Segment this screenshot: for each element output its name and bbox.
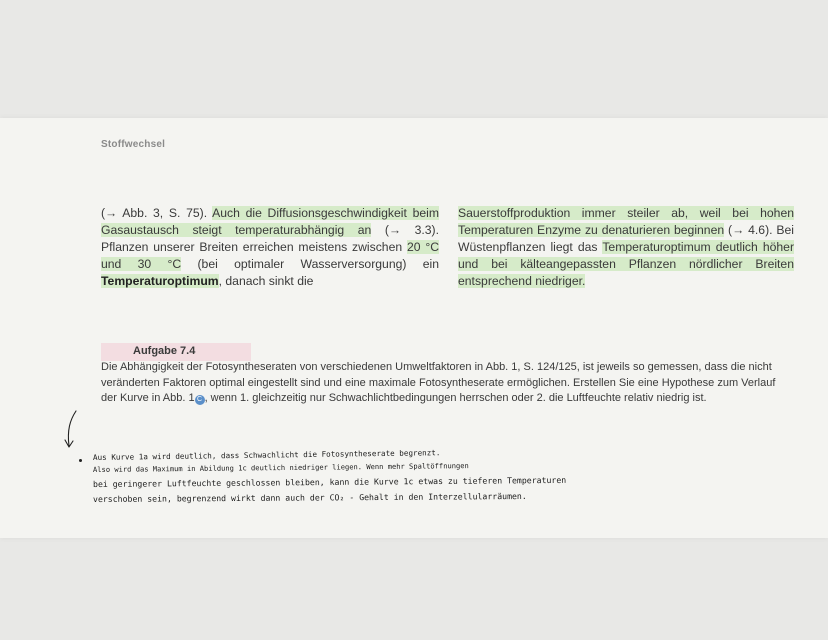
section-label: Stoffwechsel	[101, 139, 166, 150]
bullet-point-icon	[79, 459, 82, 462]
handwritten-line: Also wird das Maximum in Abildung 1c deutlich niedriger liegen. Wenn mehr Spaltöffnungen	[92, 461, 469, 474]
highlight-term: Temperaturoptimum	[101, 274, 219, 288]
handwritten-line: verschoben sein, begrenzend wirkt dann auch der CO₂ - Gehalt in den Interzellularräumen.	[92, 490, 527, 504]
task-text: Die Abhängigkeit der Fotosyntheseraten von verschiedenen Umweltfaktoren in Abb. 1, S. 124/125, ist jeweils so gemessen, dass die nicht veränderten Faktoren optimal eingestellt sind und eine maximale Fotosyntheserate ermöglichen. Erstellen Sie eine Hypothese zum Verlauf der Kurve in Abb. 1 C , wenn 1. gleichzeitig nur Schwachlichtbedingungen herrschen oder 2. die Luftfeuchte relativ niedrig ist.	[101, 361, 776, 404]
handwritten-line: bei geringerer Luftfeuchte geschlossen bleiben, kann die Kurve 1c etwas zu tieferen Temperaturen	[92, 474, 567, 489]
figure-badge-icon: C	[195, 395, 205, 405]
highlight: Sauerstoffproduktion immer steiler ab, weil bei hohen Temperaturen Enzyme zu denaturieren beginnen	[458, 206, 794, 237]
handwritten-answer	[92, 448, 733, 506]
right-column	[458, 205, 794, 290]
highlight: Auch die Diffusionsgeschwindigkeit beim Gasaustausch steigt temperaturabhängig an	[101, 206, 439, 237]
highlight: Temperaturoptimum deutlich höher und bei kälteangepassten Pflanzen nördlicher Breiten entsprechend niedriger.	[458, 240, 794, 288]
highlight: 20 °C und 30 °C	[101, 240, 439, 271]
left-paragraph: (→ Abb. 3, S. 75). Auch die Diffusionsgeschwindigkeit beim Gasaustausch steigt temperaturabhängig an (→ 3.3). Pflanzen unserer Breiten erreichen meistens zwischen 20 °C und 30 °C (bei optimaler Wasserversorgung) ein Temperaturoptimum, danach sinkt die	[101, 206, 440, 288]
hand-drawn-arrow-icon	[62, 408, 82, 452]
right-paragraph: Sauerstoffproduktion immer steiler ab, weil bei hohen Temperaturen Enzyme zu denaturieren beginnen (→ 4.6). Bei Wüstenpflanzen liegt das Temperaturoptimum deutlich höher und bei kälteangepassten Pflanzen nördlicher Breiten entsprechend niedriger.	[458, 206, 795, 288]
task-title: Aufgabe 7.4	[133, 345, 196, 357]
handwritten-line: Aus Kurve 1a wird deutlich, dass Schwachlicht die Fotosyntheserate begrenzt.	[92, 448, 441, 462]
left-column	[101, 205, 439, 290]
